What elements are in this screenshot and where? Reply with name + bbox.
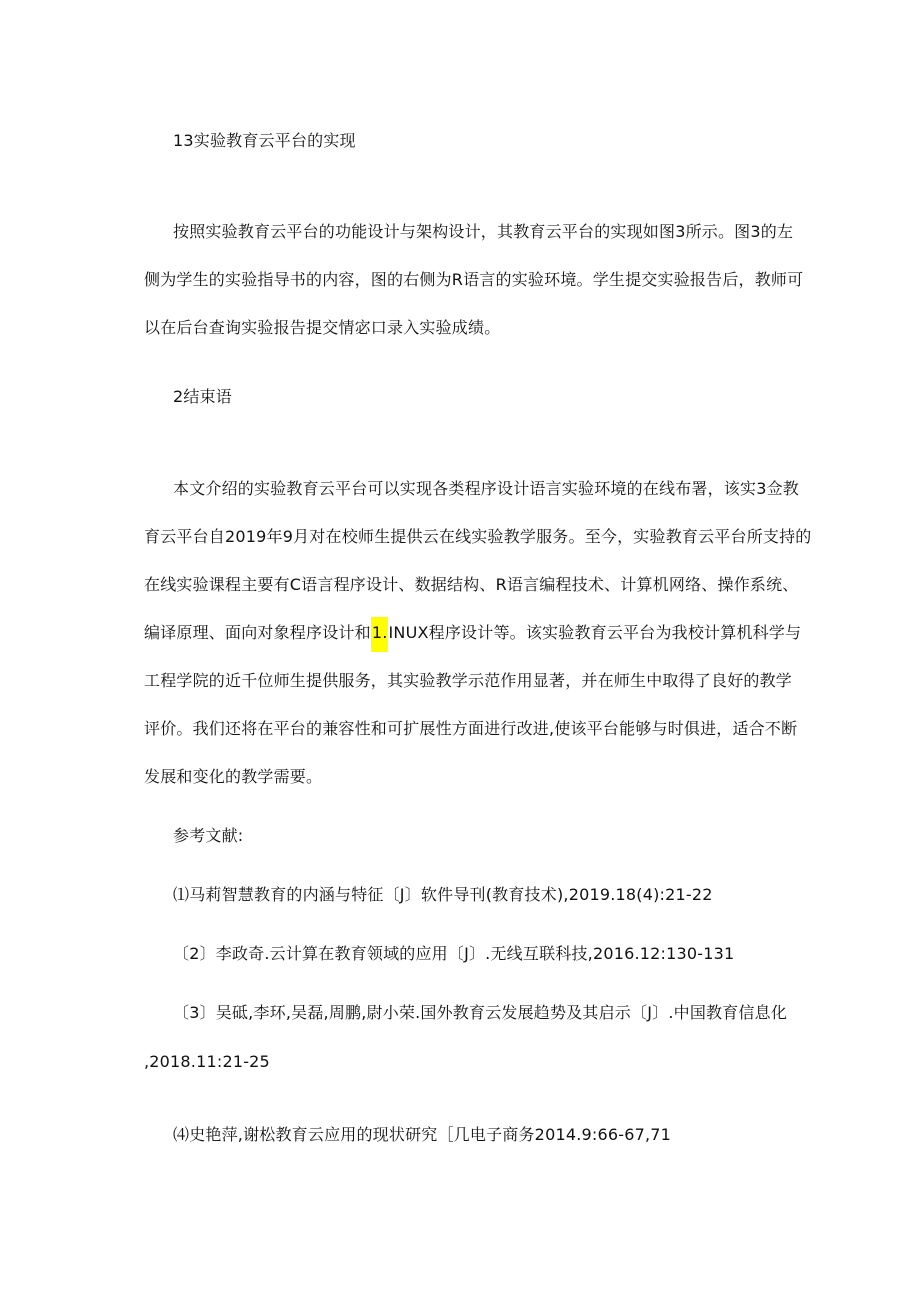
reference-item: 〔2〕李政奇.云计算在教育领域的应用〔J〕.无线互联科技,2016.12:130-131 [173, 944, 735, 963]
highlighted-text: 1. [371, 617, 389, 652]
paragraph-line: 本文介绍的实验教育云平台可以实现各类程序设计语言实验环境的在线布署，该实3佥教 [173, 479, 799, 498]
section-heading: 13实验教育云平台的实现 [173, 131, 356, 150]
paragraph-line [144, 622, 801, 644]
paragraph-text: INUX程序设计等。该实验教育云平台为我校计算机科学与 [388, 623, 802, 642]
paragraph-text: 编译原理、面向对象程序设计和 [144, 623, 371, 642]
reference-item: ,2018.11:21-25 [144, 1052, 270, 1071]
references-heading: 参考文献: [173, 826, 244, 845]
paragraph-line: 按照实验教育云平台的功能设计与架构设计，其教育云平台的实现如图3所示。图3的左 [173, 222, 794, 241]
section-heading: 2结束语 [173, 387, 232, 406]
paragraph-line: 工程学院的近千位师生提供服务，其实验教学示范作用显著，并在师生中取得了良好的教学 [144, 671, 793, 690]
paragraph-line: 育云平台自2019年9月对在校师生提供云在线实验教学服务。至今，实验教育云平台所支持的 [144, 527, 812, 546]
reference-item: 〔3〕吴砥,李环,吴磊,周鹏,尉小荣.国外教育云发展趋势及其启示〔J〕.中国教育信息化 [173, 1003, 788, 1022]
paragraph-line: 以在后台查询实验报告提交情宓口录入实验成绩。 [144, 318, 501, 337]
reference-item: ⑷史艳萍,谢松教育云应用的现状研究［几电子商务2014.9:66-67,71 [173, 1125, 671, 1144]
reference-item: ⑴马莉智慧教育的内涵与特征〔J〕软件导刊(教育技术),2019.18(4):21-22 [173, 885, 713, 904]
paragraph-line: 评价。我们还将在平台的兼容性和可扩展性方面进行改进,使该平台能够与时俱进，适合不断 [144, 719, 798, 738]
paragraph-line: 侧为学生的实验指导书的内容，图的右侧为R语言的实验环境。学生提交实验报告后，教师可 [144, 270, 804, 289]
paragraph-line: 发展和变化的教学需要。 [144, 767, 323, 786]
paragraph-line: 在线实验课程主要有C语言程序设计、数据结构、R语言编程技术、计算机网络、操作系统、 [144, 575, 799, 594]
